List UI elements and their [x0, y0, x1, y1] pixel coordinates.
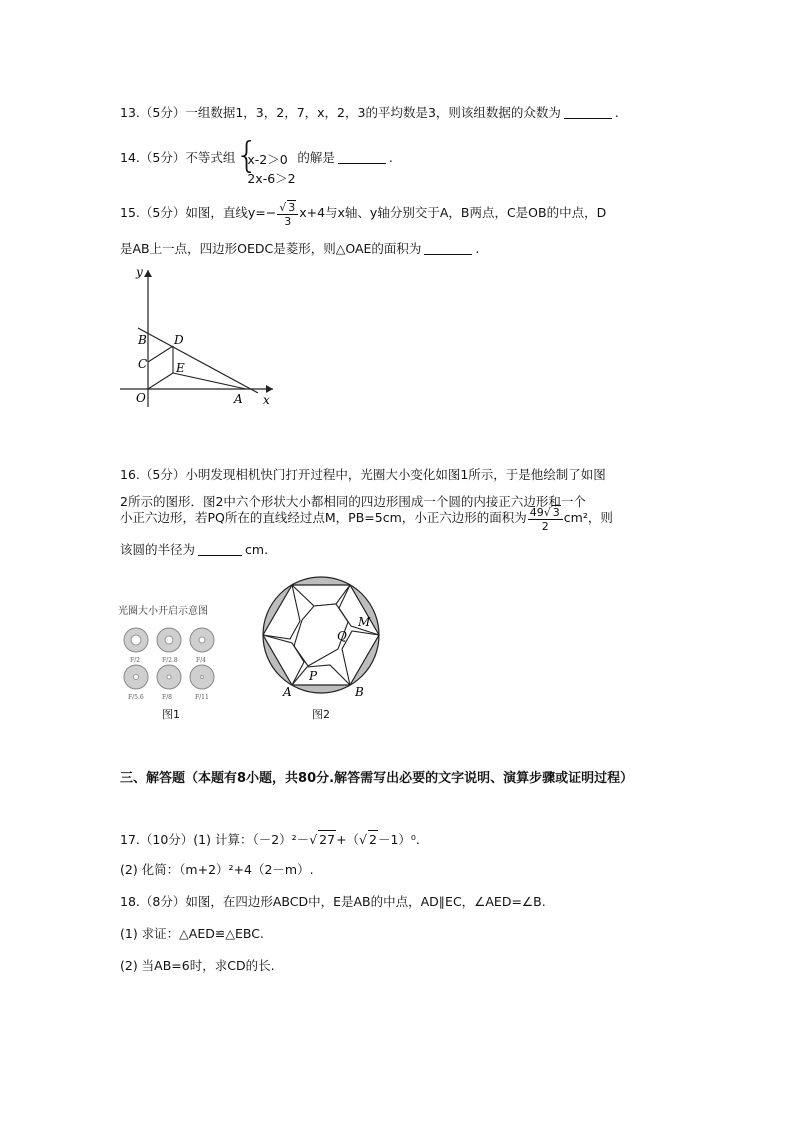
fig1-stop-label: F/2	[130, 657, 141, 664]
question-16-line3: 小正六边形，若PQ所在的直线经过点M，PB=5cm，小正六边形的面积为 $\frac{49√ 3}{2}$ cm²，则	[120, 505, 613, 533]
question-18-line1: 18.（8分）如图，在四边形ABCD中，E是AB的中点，AD∥EC，∠AED=∠B.	[120, 894, 546, 909]
label-A: A	[234, 392, 243, 406]
answer-blank	[424, 240, 472, 255]
fig1-stop-label: F/2.8	[162, 657, 178, 664]
section-3-heading: 三、解答题（本题有8小题，共80分.解答需写出必要的文字说明、演算步骤或证明过程）	[120, 771, 634, 786]
fig1-stop-label: F/5.6	[128, 694, 144, 701]
label-P: P	[309, 669, 318, 683]
fig2-hexagon-diagram	[258, 570, 388, 730]
fig1-caption: 图1	[162, 708, 180, 721]
fig1-stop-label: F/4	[196, 657, 207, 664]
label-Q: Q	[337, 629, 347, 643]
q13-text: 13.（5分）一组数据1，3，2，7，x，2，3的平均数是3，则该组数据的众数为	[120, 105, 561, 120]
segment-DC	[148, 346, 173, 362]
x-axis-arrow-icon	[266, 385, 273, 393]
question-17-line1: 17.（10分）(1) 计算：（－2）²－√ 27+（√ 2－1）⁰.	[120, 832, 420, 847]
fraction-49sqrt3-over-2: $\frac{49√ 3}{2}$	[528, 505, 563, 533]
label-x: x	[263, 393, 270, 407]
fig1-title: 光圈大小开启示意图	[118, 606, 208, 617]
label-M: M	[358, 615, 371, 629]
segment-OE	[148, 373, 173, 389]
answer-blank	[198, 541, 242, 556]
label-B: B	[355, 685, 364, 699]
label-E: E	[176, 361, 185, 375]
fig1-aperture-row2	[124, 665, 214, 689]
label-y: y	[136, 265, 143, 279]
y-axis-arrow-icon	[144, 270, 152, 277]
label-A: A	[283, 685, 292, 699]
fig1-aperture-row1	[124, 628, 214, 652]
question-15-line2: 是AB上一点，四边形OEDC是菱形，则△OAE的面积为 .	[120, 241, 480, 256]
answer-blank	[564, 104, 612, 119]
q15-figure	[118, 262, 288, 412]
question-14: 14.（5分）不等式组 { x-2＞0 2x-6＞2 的解是 .	[120, 134, 393, 186]
fig1-stop-label: F/8	[162, 694, 173, 701]
question-18-line3: (2) 当AB=6时，求CD的长.	[120, 958, 275, 973]
question-17-line2: (2) 化简：（m+2）²+4（2－m）.	[120, 862, 314, 877]
fig1-stop-label: F/11	[195, 694, 209, 701]
fig1-aperture-illustration	[116, 600, 236, 725]
label-C: C	[138, 357, 148, 371]
label-B: B	[138, 333, 147, 347]
answer-blank	[338, 149, 386, 164]
fig2-caption: 图2	[312, 708, 330, 721]
fraction-sqrt3-over-3: $\frac{√ 3}{3}$	[277, 200, 298, 228]
label-O: O	[136, 391, 146, 405]
question-13: 13.（5分）一组数据1，3，2，7，x，2，3的平均数是3，则该组数据的众数为 .	[120, 105, 619, 120]
question-18-line2: (1) 求证：△AED≌△EBC.	[120, 926, 264, 941]
question-16-line2: 2所示的图形．图2中六个形状大小都相同的四边形围成一个圆的内接正六边形和一个	[120, 494, 586, 509]
question-15-line1: 15.（5分）如图，直线y=− $\frac{√ 3}{3}$ x+4与x轴、y轴分别交于A，B两点，C是OB的中点，D	[120, 200, 607, 228]
question-16-line1: 16.（5分）小明发现相机快门打开过程中，光圈大小变化如图1所示，于是他绘制了如图	[120, 467, 606, 482]
question-16-line4: 该圆的半径为 cm.	[120, 542, 269, 557]
q14-text: 14.（5分）不等式组	[120, 150, 236, 165]
inequality-system: { x-2＞0 2x-6＞2	[235, 134, 296, 186]
label-D: D	[174, 333, 184, 347]
